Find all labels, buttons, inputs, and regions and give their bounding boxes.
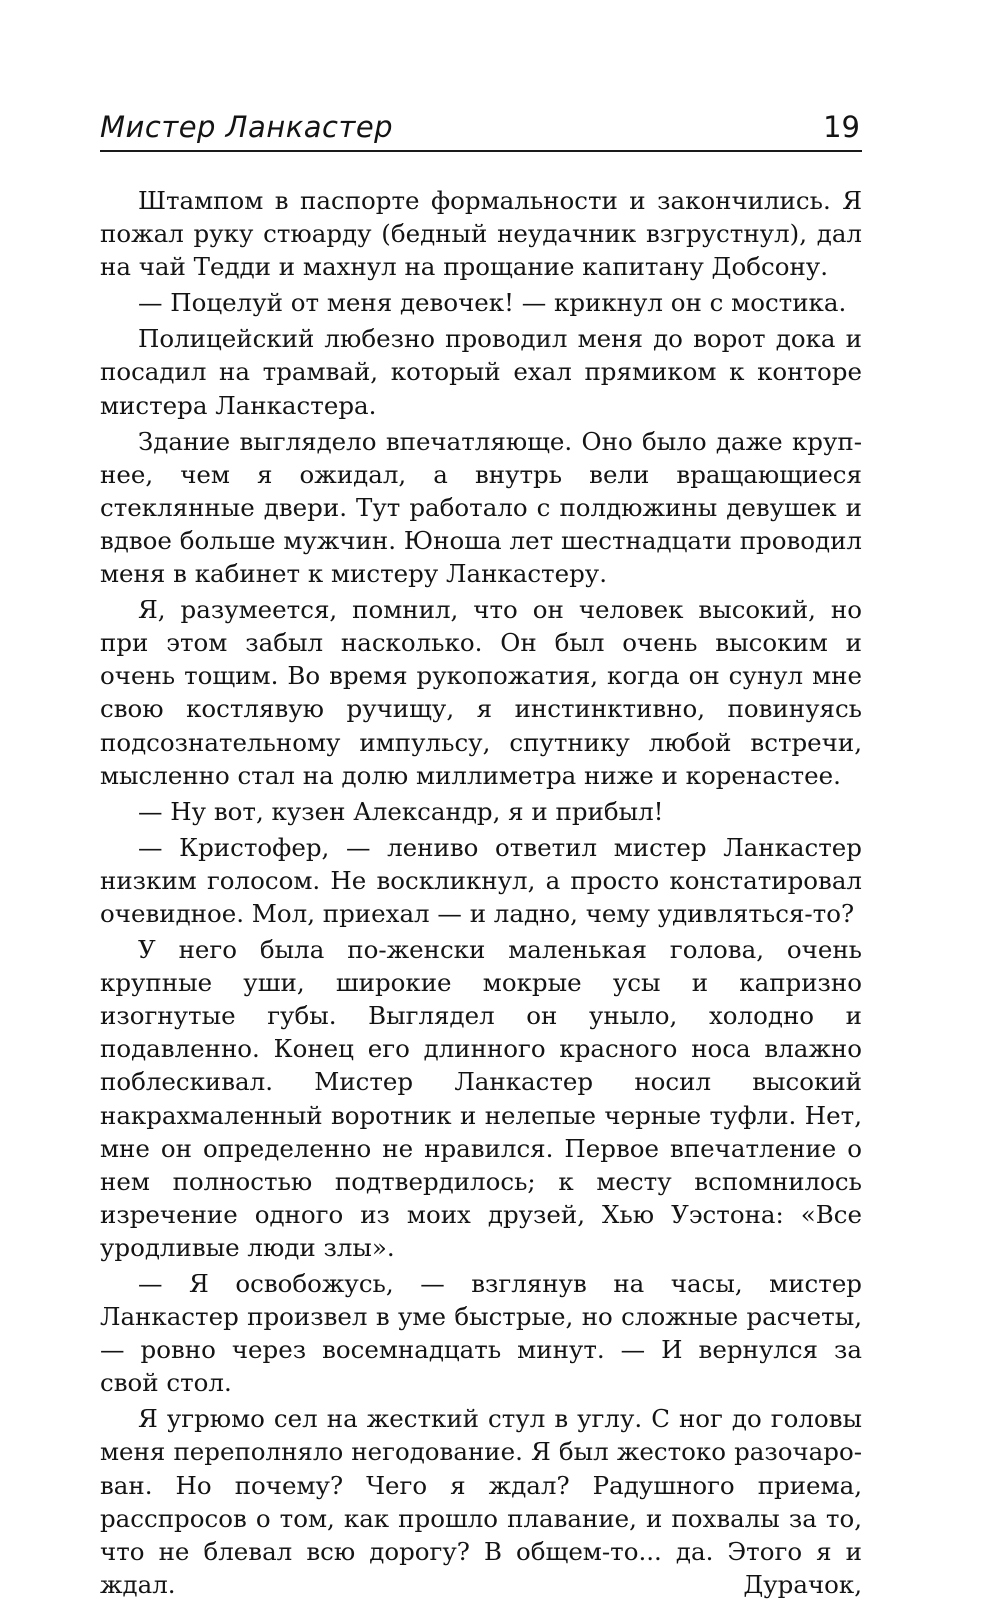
running-header: [100, 110, 862, 152]
paragraph: Я, разумеется, помнил, что он человек высокий, но при этом забыл насколько. Он был очень высоким и очень тощим. Во время рукопожатия, когда он сунул мне свою костлявую ручищу, я инстинктивно, повинуясь подсознательному импульсу, спутнику любой встречи, мысленно стал на долю миллиметра ниже и коренастее.: [100, 595, 862, 790]
dialogue-line: — Я освобожусь, — взглянув на часы, мистер Ланкастер произвел в уме быстрые, но сложные расчеты, — ровно через восемнадцать минут. — И вернулся за свой стол.: [100, 1269, 862, 1398]
paragraph: У него была по-женски маленькая голова, очень крупные уши, широкие мокрые усы и капризно изогнутые губы. Выглядел он уныло, холодно и подавленно. Конец его длинного красного носа влажно поблескивал. Мистер Ланкастер носил высокий накрахмаленный воротник и нелепые черные туфли. Нет, мне он определенно не нравился. Первое впечатление о нем полностью подтвердилось; к месту вспомнилось изречение одного из моих друзей, Хью Уэстона: «Все уродливые люди злы».: [100, 935, 862, 1262]
book-page: [100, 110, 862, 1604]
paragraph: Штампом в паспорте формальности и закончились. Я пожал руку стюарду (бедный неудачник взгрустнул), дал на чай Тедди и махнул на прощание капитану Добсону.: [100, 186, 862, 282]
paragraph: Полицейский любезно проводил меня до ворот дока и посадил на трамвай, который ехал прямиком к конторе мистера Ланкастера.: [100, 324, 862, 420]
page-number: 19: [823, 110, 860, 144]
dialogue-line: — Поцелуй от меня девочек! — крикнул он с мостика.: [138, 288, 847, 318]
dialogue-line: — Ну вот, кузен Александр, я и прибыл!: [138, 796, 664, 826]
paragraph: Здание выглядело впечатляюще. Оно было даже крупнее, чем я ожидал, а внутрь вели вращающиеся стеклянные двери. Тут работало с полдюжины девушек и вдвое больше мужчин. Юноша лет шестнадцати проводил меня в кабинет к мистеру Ланкастеру.: [100, 426, 862, 589]
running-title: Мистер Ланкастер: [100, 110, 394, 144]
body-text: [100, 184, 862, 1601]
dialogue-line: — Кристофер, — лениво ответил мистер Ланкастер низким голосом. Не воскликнул, а просто констатировал очевидное. Мол, приехал — и ладно, чему удивляться-то?: [100, 832, 862, 928]
paragraph-continued: Я угрюмо сел на жесткий стул в углу. С ног до головы меня переполняло негодование. Я был жестоко разочарован. Но почему? Чего я ждал? Радушного приема, расспросов о том, как прошло плавание, и похвалы за то, что не блевал всю дорогу? В общем-то... да. Этого я и ждал. Дурачок,: [100, 1404, 862, 1599]
